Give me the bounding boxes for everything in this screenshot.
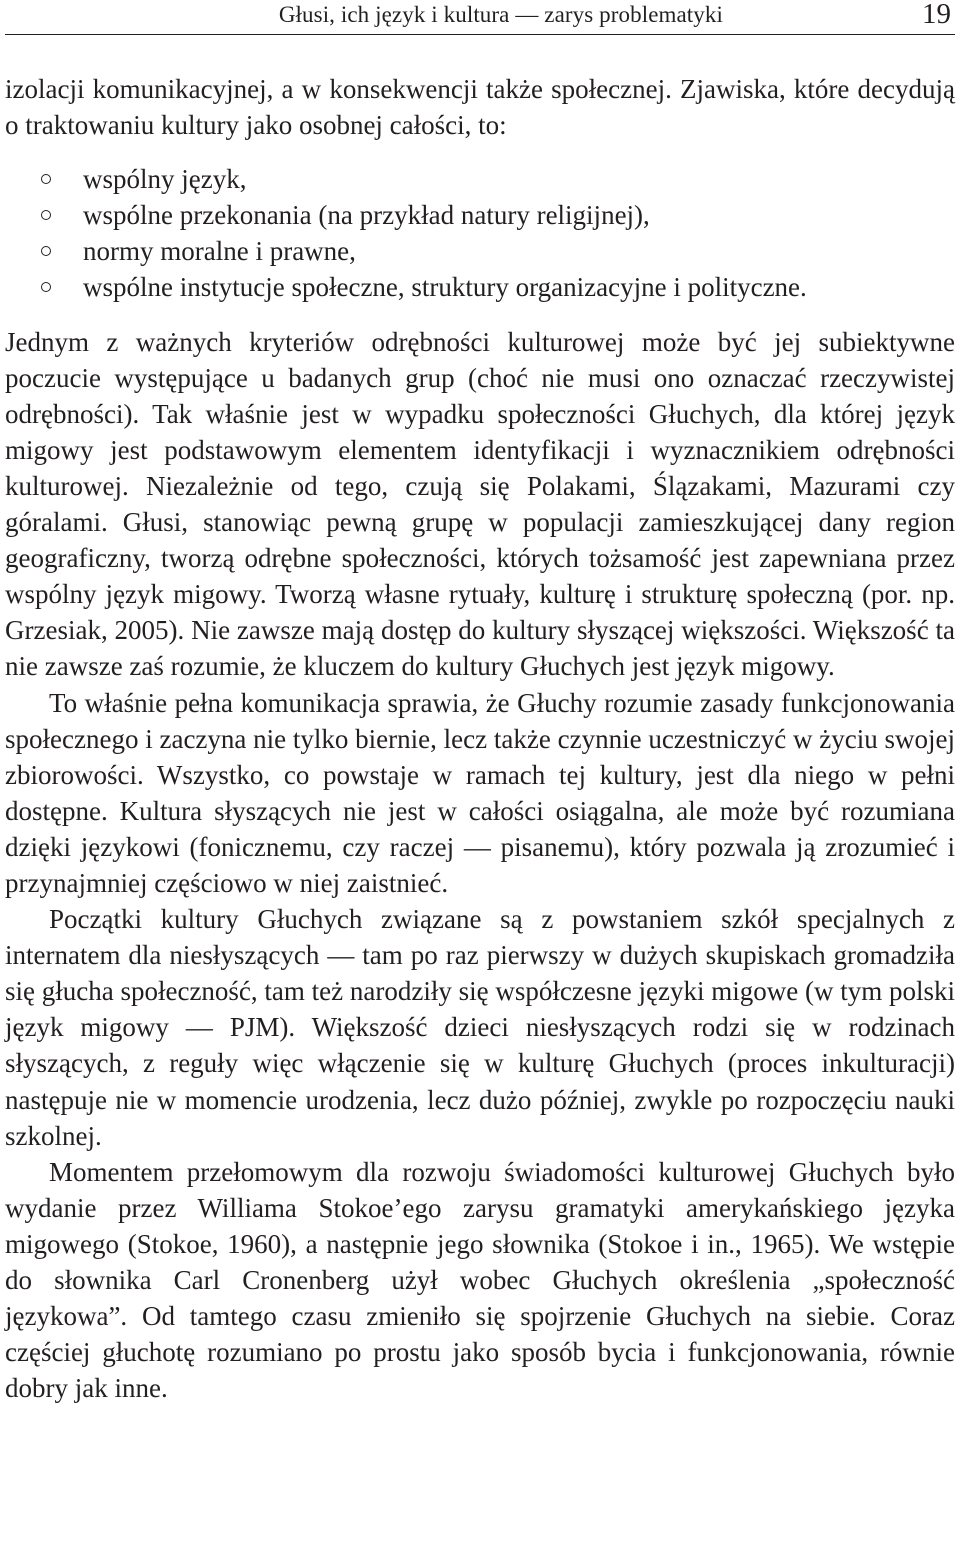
book-page (5, 0, 955, 1406)
page-number: 19 (922, 0, 951, 30)
list-item (5, 161, 955, 197)
circle-bullet-icon (41, 174, 51, 184)
running-title: Głusi, ich język i kultura — zarys problematyki (278, 2, 723, 27)
paragraph: Momentem przełomowym dla rozwoju świadomości kulturowej Głuchych było wydanie przez Williama Stokoe’ego zarysu gramatyki amerykańskiego języka migowego (Stokoe, 1960), a następnie jego słownika (Stokoe i in., 1965). We wstępie do słownika Carl Cronenberg użył wobec Głuchych określenia „społeczność językowa”. Od tamtego czasu zmieniło się spojrzenie Głuchych na siebie. Coraz częściej głuchotę rozumiano po prostu jako sposób bycia i funkcjonowania, równie dobry jak inne. (5, 1156, 955, 1404)
list-item-text: normy moralne i prawne, (83, 236, 356, 267)
body-text (5, 71, 955, 1406)
running-header (5, 0, 955, 35)
culture-criteria-list (5, 161, 955, 305)
list-item-text: wspólne instytucje społeczne, struktury organizacyjne i polityczne. (83, 272, 807, 303)
intro-paragraph: izolacji komunikacyjnej, a w konsekwencji także społecznej. Zjawiska, które decydują o traktowaniu kultury jako osobnej całości, to: (5, 74, 955, 141)
list-item (5, 233, 955, 269)
paragraph: To właśnie pełna komunikacja sprawia, że Głuchy rozumie zasady funkcjonowania społecznego i zaczyna nie tylko biernie, lecz także czynnie uczestniczyć w życiu swojej zbiorowości. Wszystko, co powstaje w ramach tej kultury, jest dla niego w pełni dostępne. Kultura słyszących nie jest w całości osiągalna, ale może być rozumiana dzięki językowi (fonicznemu, czy raczej — pisanemu), który pozwala ją zrozumieć i przynajmniej częściowo w niej zaistnieć. (5, 687, 955, 898)
list-item (5, 269, 955, 305)
list-item-text: wspólne przekonania (na przykład natury religijnej), (83, 200, 650, 231)
list-item-text: wspólny język, (83, 164, 247, 195)
paragraph: Jednym z ważnych kryteriów odrębności kulturowej może być jej subiektywne poczucie występujące u badanych grup (choć nie musi ono oznaczać rzeczywistej odrębności). Tak właśnie jest w wypadku społeczności Głuchych, dla której język migowy jest podstawowym elementem identyfikacji i wyznacznikiem odrębności kulturowej. Niezależnie od tego, czują się Polakami, Ślązakami, Mazurami czy góralami. Głusi, stanowiąc pewną grupę w populacji zamieszkującej dany region geograficzny, tworzą odrębne społeczności, których tożsamość jest zapewniana przez wspólny język migowy. Tworzą własne rytuały, kulturę i strukturę społeczną (por. np. Grzesiak, 2005). Nie zawsze mają dostęp do kultury słyszącej większości. Większość ta nie zawsze zaś rozumie, że kluczem do kultury Głuchych jest język migowy. (5, 326, 955, 682)
circle-bullet-icon (41, 246, 51, 256)
circle-bullet-icon (41, 282, 51, 292)
list-item (5, 197, 955, 233)
circle-bullet-icon (41, 210, 51, 220)
paragraph: Początki kultury Głuchych związane są z powstaniem szkół specjalnych z internatem dla niesłyszących — tam po raz pierwszy w dużych skupiskach gromadziła się głucha społeczność, tam też narodziły się współczesne języki migowe (w tym polski język migowy — PJM). Większość dzieci niesłyszących rodzi się w rodzinach słyszących, z reguły więc włączenie się w kulturę Głuchych (proces inkulturacji) następuje nie w momencie urodzenia, lecz dużo później, zwykle po rozpoczęciu nauki szkolnej. (5, 904, 955, 1151)
